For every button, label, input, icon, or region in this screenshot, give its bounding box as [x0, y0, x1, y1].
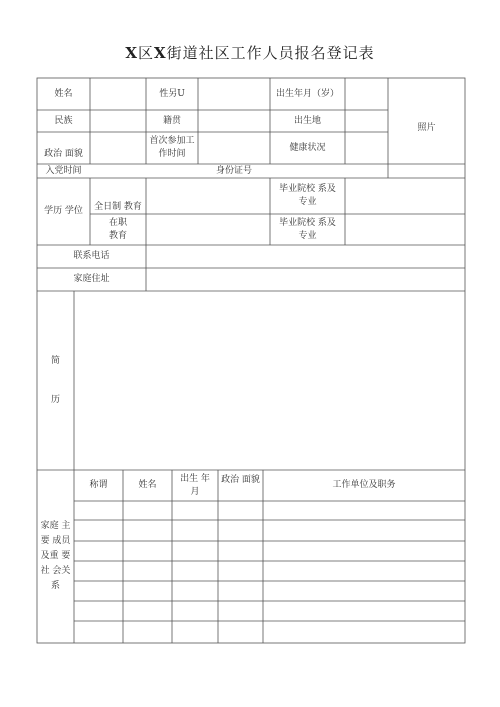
family-row[interactable]	[74, 581, 465, 601]
family-row[interactable]	[74, 501, 465, 520]
party-join-time-input[interactable]	[90, 164, 198, 178]
phone-label: 联系电话	[73, 251, 110, 261]
graduate-school-input-1[interactable]	[345, 178, 465, 214]
family-header-work: 工作单位及职务	[332, 480, 396, 490]
family-row[interactable]	[74, 621, 465, 643]
first-work-time-input[interactable]	[198, 132, 270, 164]
family-header-name: 姓名	[138, 480, 157, 490]
resume-input[interactable]	[74, 291, 465, 470]
family-header-birth: 出生 年 月	[180, 473, 210, 497]
gender-input[interactable]	[198, 78, 270, 110]
birthplace-label: 出生地	[293, 115, 321, 126]
family-row[interactable]	[74, 541, 465, 561]
birthplace-input[interactable]	[345, 110, 388, 132]
birth-input[interactable]	[345, 78, 388, 110]
form-title: X区X街道社区工作人员报名登记表	[125, 44, 375, 62]
first-work-time-label: 首次参加工 作时间	[149, 136, 195, 159]
ethnicity-input[interactable]	[90, 110, 146, 132]
inservice-education-label: 在职 教育	[108, 217, 127, 241]
name-input[interactable]	[90, 78, 146, 110]
graduate-school-label-1: 毕业院校 系及 专业	[279, 184, 336, 207]
family-row[interactable]	[74, 561, 465, 581]
fulltime-education-input[interactable]	[146, 178, 270, 214]
health-input[interactable]	[345, 132, 388, 164]
name-label: 姓名	[54, 88, 73, 99]
id-number-input[interactable]	[270, 164, 388, 178]
ethnicity-label: 民族	[54, 115, 73, 126]
graduate-school-input-2[interactable]	[345, 214, 465, 245]
inservice-education-input[interactable]	[146, 214, 270, 245]
party-join-time-label: 入党时间	[45, 165, 82, 176]
fulltime-education-label: 全日制 教育	[94, 201, 142, 212]
phone-input[interactable]	[146, 245, 465, 268]
graduate-school-label-2: 毕业院校 系及 专业	[279, 217, 336, 241]
birth-label: 出生年月（岁）	[275, 88, 339, 99]
native-place-input[interactable]	[198, 110, 270, 132]
family-header-relation: 称谓	[89, 480, 108, 490]
education-degree-label: 学历 学位	[44, 206, 83, 216]
family-section-label: 家庭 主 要 成员 及重 要 社 会关 系	[40, 521, 71, 591]
address-label: 家庭住址	[73, 274, 110, 284]
resume-label: 简 历	[50, 355, 60, 405]
political-status-input[interactable]	[90, 132, 146, 164]
native-place-label: 籍贯	[162, 115, 181, 126]
address-input[interactable]	[146, 268, 465, 291]
family-row[interactable]	[74, 520, 465, 541]
family-header-political: 政治 面貌	[221, 474, 260, 485]
photo-area[interactable]: 照片	[417, 122, 436, 133]
family-row[interactable]	[74, 601, 465, 621]
id-number-label: 身份证号	[215, 165, 252, 176]
political-status-label: 政治 面貌	[44, 148, 83, 159]
gender-label: 性另U	[159, 88, 185, 99]
health-label: 健康状况	[289, 142, 326, 153]
